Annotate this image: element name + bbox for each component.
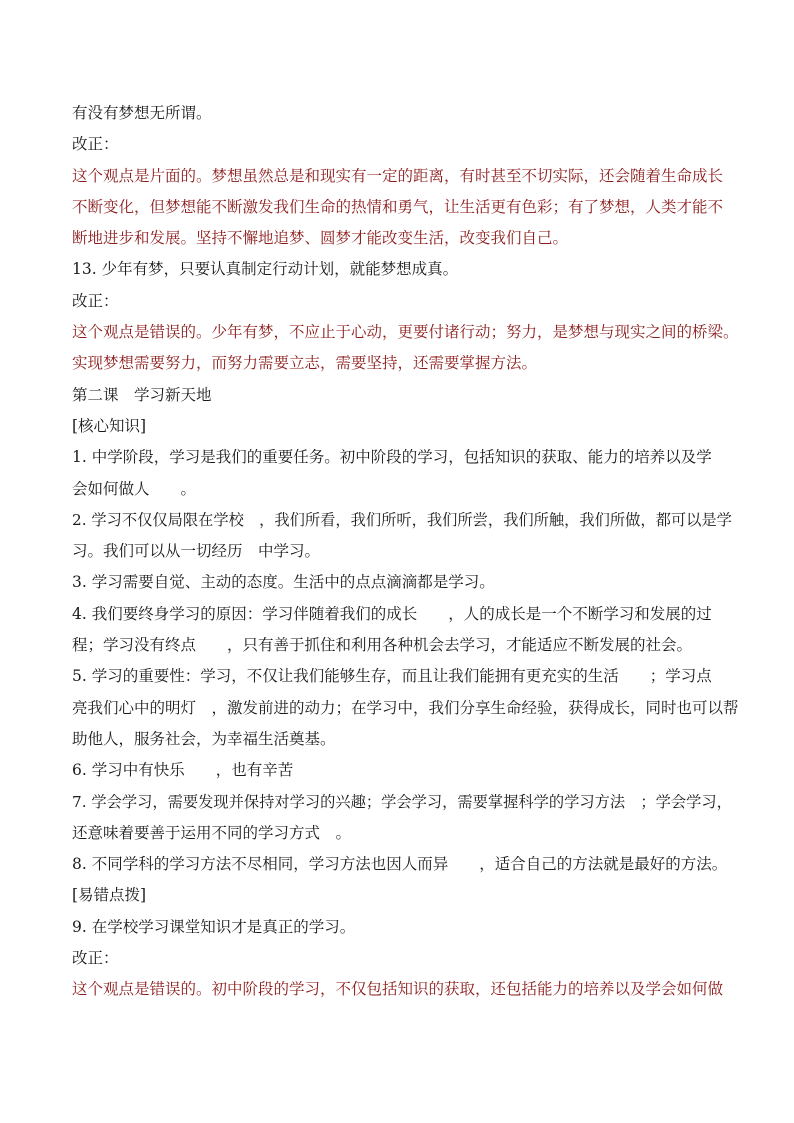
document-page [72,98,740,1006]
text-line: 会如何做人 。 [72,479,197,498]
text-line: 3. 学习需要自觉、主动的态度。生活中的点点滴滴都是学习。 [72,573,495,592]
answer-line: 这个观点是错误的。少年有梦，不应止于心动，更要付诸行动；努力，是梦想与现实之间的桥梁。 [72,323,739,342]
answer-line: 这个观点是片面的。梦想虽然总是和现实有一定的距离，有时甚至不切实际，还会随着生命成长 [72,166,724,185]
text-line: 亮我们心中的明灯 ，激发前进的动力；在学习中，我们分享生命经验，获得成长，同时也可以帮 [72,698,739,717]
answer-line: 断地进步和发展。坚持不懈地追梦、圆梦才能改变生活，改变我们自己。 [72,229,569,248]
answer-line: 实现梦想需要努力，而努力需要立志，需要坚持，还需要掌握方法。 [72,354,538,373]
text-line: 9. 在学校学习课堂知识才是真正的学习。 [72,917,356,936]
text-line: 2. 学习不仅仅局限在学校 ，我们所看，我们所听，我们所尝，我们所触，我们所做，都可以是学 [72,510,732,529]
text-line: 改正： [72,135,119,154]
answer-line: 这个观点是错误的。初中阶段的学习，不仅包括知识的获取，还包括能力的培养以及学会如何做 [72,980,724,999]
text-line: 5. 学习的重要性：学习，不仅让我们能够生存，而且让我们能拥有更充实的生活 ；学习点 [72,667,712,686]
text-line: 程；学习没有终点 ，只有善于抓住和利用各种机会去学习，才能适应不断发展的社会。 [72,636,693,655]
text-line: [核心知识] [72,416,147,435]
text-line: [易错点拨] [72,886,147,905]
text-line: 改正： [72,291,119,310]
text-line: 习。我们可以从一切经历 中学习。 [72,542,321,561]
text-line: 还意味着要善于运用不同的学习方式 。 [72,823,352,842]
text-line: 第二课 学习新天地 [72,385,212,404]
text-line: 13. 少年有梦，只要认真制定行动计划，就能梦想成真。 [72,260,459,279]
text-line: 有没有梦想无所谓。 [72,104,212,122]
text-line: 助他人，服务社会，为幸福生活奠基。 [72,729,336,748]
text-line: 6. 学习中有快乐 ，也有辛苦 [72,761,294,780]
text-line: 7. 学会学习，需要发现并保持对学习的兴趣；学会学习，需要掌握科学的学习方法 ；学会学习， [72,792,732,811]
answer-line: 不断变化，但梦想能不断激发我们生命的热情和勇气，让生活更有色彩；有了梦想，人类才能不 [72,197,724,216]
text-line: 4. 我们要终身学习的原因：学习伴随着我们的成长 ，人的成长是一个不断学习和发展的过 [72,604,712,623]
text-line: 1. 中学阶段，学习是我们的重要任务。初中阶段的学习，包括知识的获取、能力的培养以及学 [72,448,712,467]
text-line: 改正： [72,949,119,968]
text-line: 8. 不同学科的学习方法不尽相同，学习方法也因人而异 ，适合自己的方法就是最好的方法。 [72,855,728,874]
